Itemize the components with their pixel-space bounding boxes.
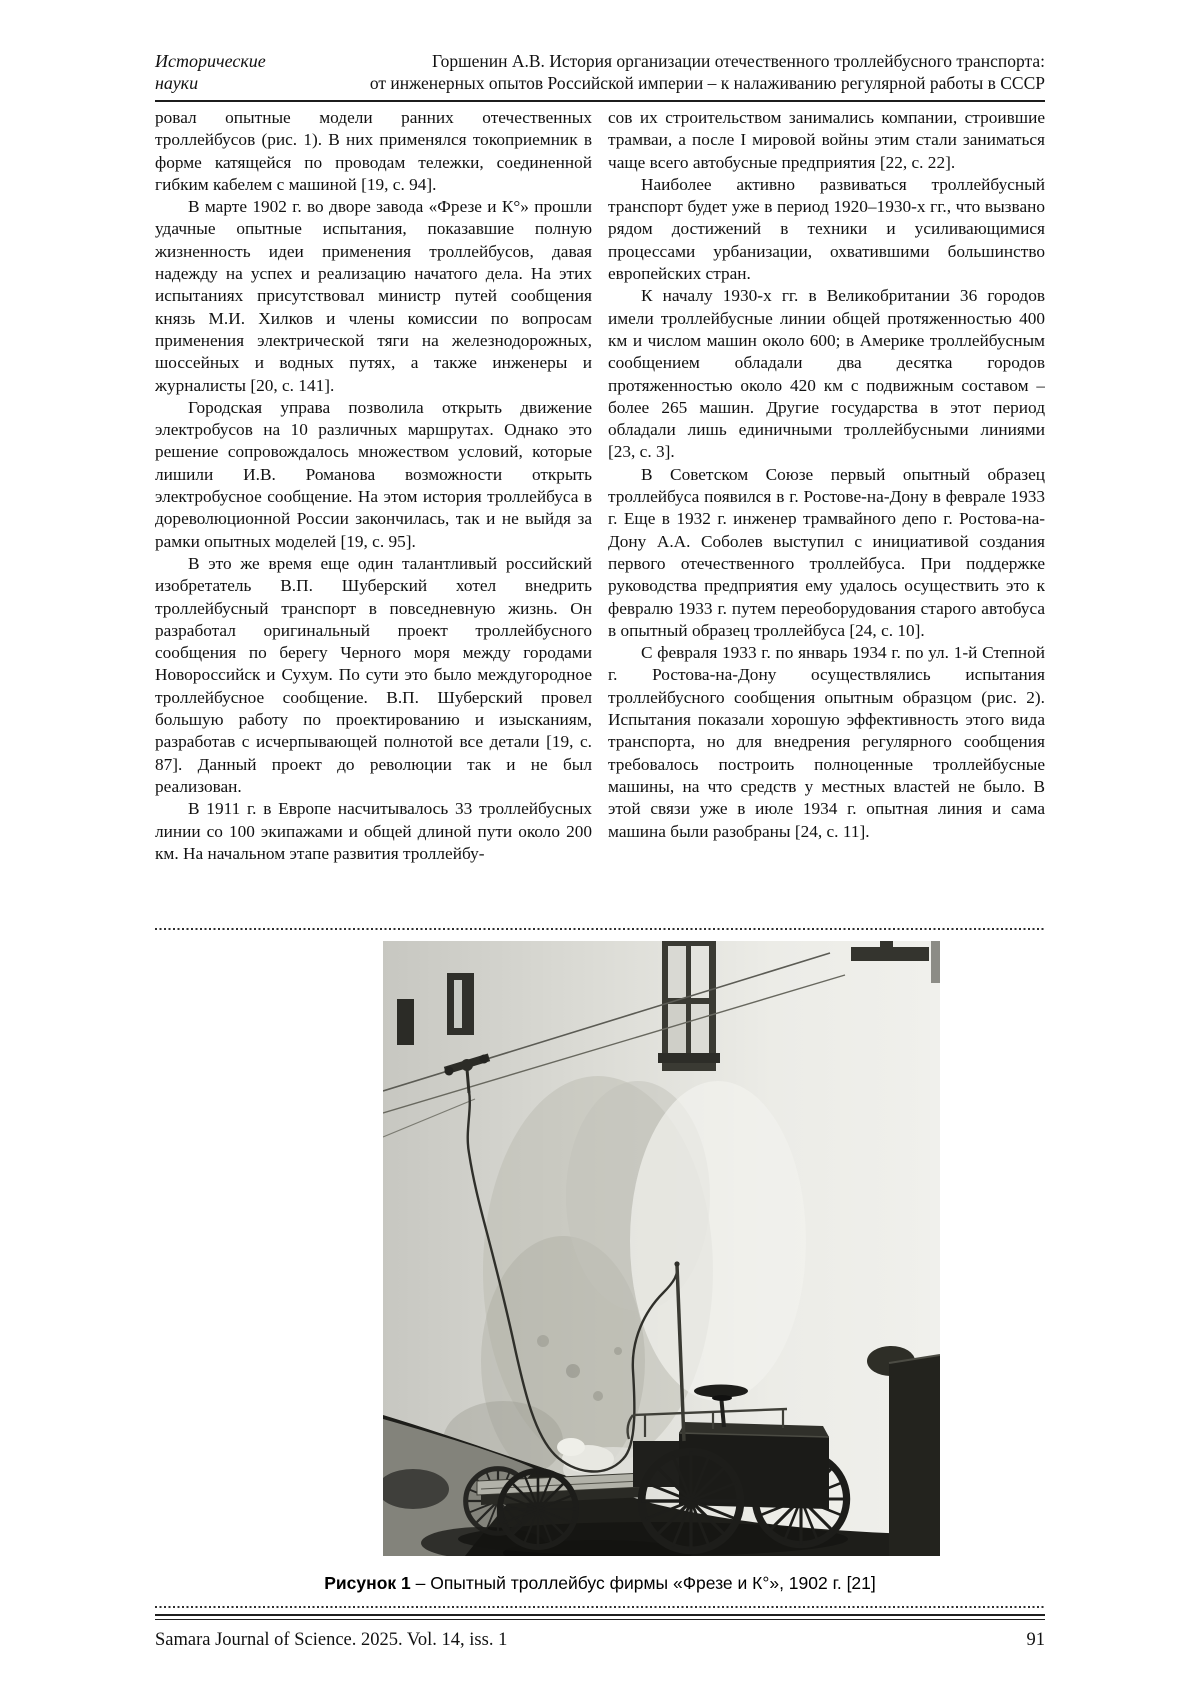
section-line1: Исторические [155,51,266,71]
page-number: 91 [1026,1630,1045,1650]
dotted-separator-top [155,928,1045,930]
paragraph: К началу 1930-х гг. в Великобритании 36 городов имели троллейбусные линии общей протяженностью 400 км и числом машин около 600; в Америке троллейбусным сообщением обладали два десятка городов протяженностью около 420 км с подвижным составом – более 265 машин. Другие государства в этот период обладали лишь единичными троллейбусными линиями [23, с. 3]. [608,286,1045,462]
section-line2: науки [155,73,199,93]
figure-caption [155,1572,1045,1594]
journal-name: Samara Journal of Science. 2025. Vol. 14, iss. 1 [155,1630,508,1650]
paragraph: В 1911 г. в Европе насчитывалось 33 троллейбусных линии со 100 экипажами и общей длиной пути около 200 км. На начальном этапе развития троллейбу- [155,799,592,863]
article-body [155,107,1045,915]
paragraph: В Советском Союзе первый опытный образец троллейбуса появился в г. Ростове-на-Дону в феврале 1933 г. Еще в 1932 г. инженер трамвайного депо г. Ростова-на-Дону А.А. Соболев выступил с инициативой создания первого отечественного троллейбуса. При поддержке руководства предприятия ему удалось осуществить это к февралю 1933 г. путем переоборудования старого автобуса в опытный образец троллейбуса [24, с. 10]. [608,464,1045,640]
figure-label: Рисунок 1 [324,1573,411,1593]
running-title-line1: Горшенин А.В. История организации отечественного троллейбусного транспорта: [432,51,1045,71]
right-column [608,107,1045,915]
page-footer [155,1628,1045,1652]
dotted-separator-bottom [155,1606,1045,1608]
figure-photo [383,941,940,1556]
page-header [155,50,1045,102]
trolleybus-photo-illustration [383,941,940,1556]
paragraph: ровал опытные модели ранних отечественных троллейбусов (рис. 1). В них применялся токоприемник в форме катящейся по проводам тележки, соединенной гибким кабелем с машиной [19, с. 94]. [155,108,592,194]
running-title-line2: от инженерных опытов Российской империи – к налаживанию регулярной работы в СССР [369,73,1045,93]
left-column [155,107,592,915]
paragraph: С февраля 1933 г. по январь 1934 г. по ул. 1-й Степной г. Ростова-на-Дону осуществлялись испытания троллейбусного сообщения опытным образцом (рис. 2). Испытания показали хорошую эффективность этого вида транспорта, но для внедрения регулярного сообщения требовалось построить полноценные троллейбусные машины, на что средств у местных властей не было. В этой связи уже в июле 1934 г. опытная линия и сама машина были разобраны [24, с. 11]. [608,643,1045,841]
paragraph: сов их строительством занимались компании, строившие трамваи, а после I мировой войны этим стали заниматься чаще всего автобусные предприятия [22, с. 22]. [608,108,1045,172]
paragraph: Наиболее активно развиваться троллейбусный транспорт будет уже в период 1920–1930-х гг., что вызвано рядом достижений в техники и усиливающимися процессами урбанизации, охватившими большинство европейских стран. [608,174,1045,284]
running-title [266,50,1045,94]
section-name [155,50,266,94]
paragraph: Городская управа позволила открыть движение электробусов на 10 различных маршрутах. Однако это решение сопровождалось множеством условий, которые лишили И.В. Романова возможности открыть электробусное сообщение. На этом история троллейбуса в дореволюционной России закончилась, так и не выйдя за рамки опытных моделей [19, с. 95]. [155,397,592,551]
figure-caption-text: – Опытный троллейбус фирмы «Фрезе и К°», 1902 г. [21] [410,1573,876,1593]
footer-rule [155,1614,1045,1620]
paragraph: В марте 1902 г. во дворе завода «Фрезе и К°» прошли удачные опытные испытания, показавшие полную жизненность идеи применения троллейбусов, давая надежду на успех и реализацию начатого дела. На этих испытаниях присутствовал министр путей сообщения князь М.И. Хилков и члены комиссии по вопросам применения электрической тяги на железнодорожных, шоссейных и водных путях, а также инженеры и журналисты [20, с. 141]. [155,197,592,395]
paragraph: В это же время еще один талантливый российский изобретатель В.П. Шуберский хотел внедрить троллейбусный транспорт в повседневную жизнь. Он разработал оригинальный проект троллейбусного сообщения по берегу Черного моря между городами Новороссийск и Сухум. По сути это было междугородное троллейбусное сообщение. В.П. Шуберский провел большую работу по проектированию и изысканиям, разработав с исчерпывающей полнотой все детали [19, с. 87]. Данный проект до революции так и не был реализован. [155,553,592,796]
